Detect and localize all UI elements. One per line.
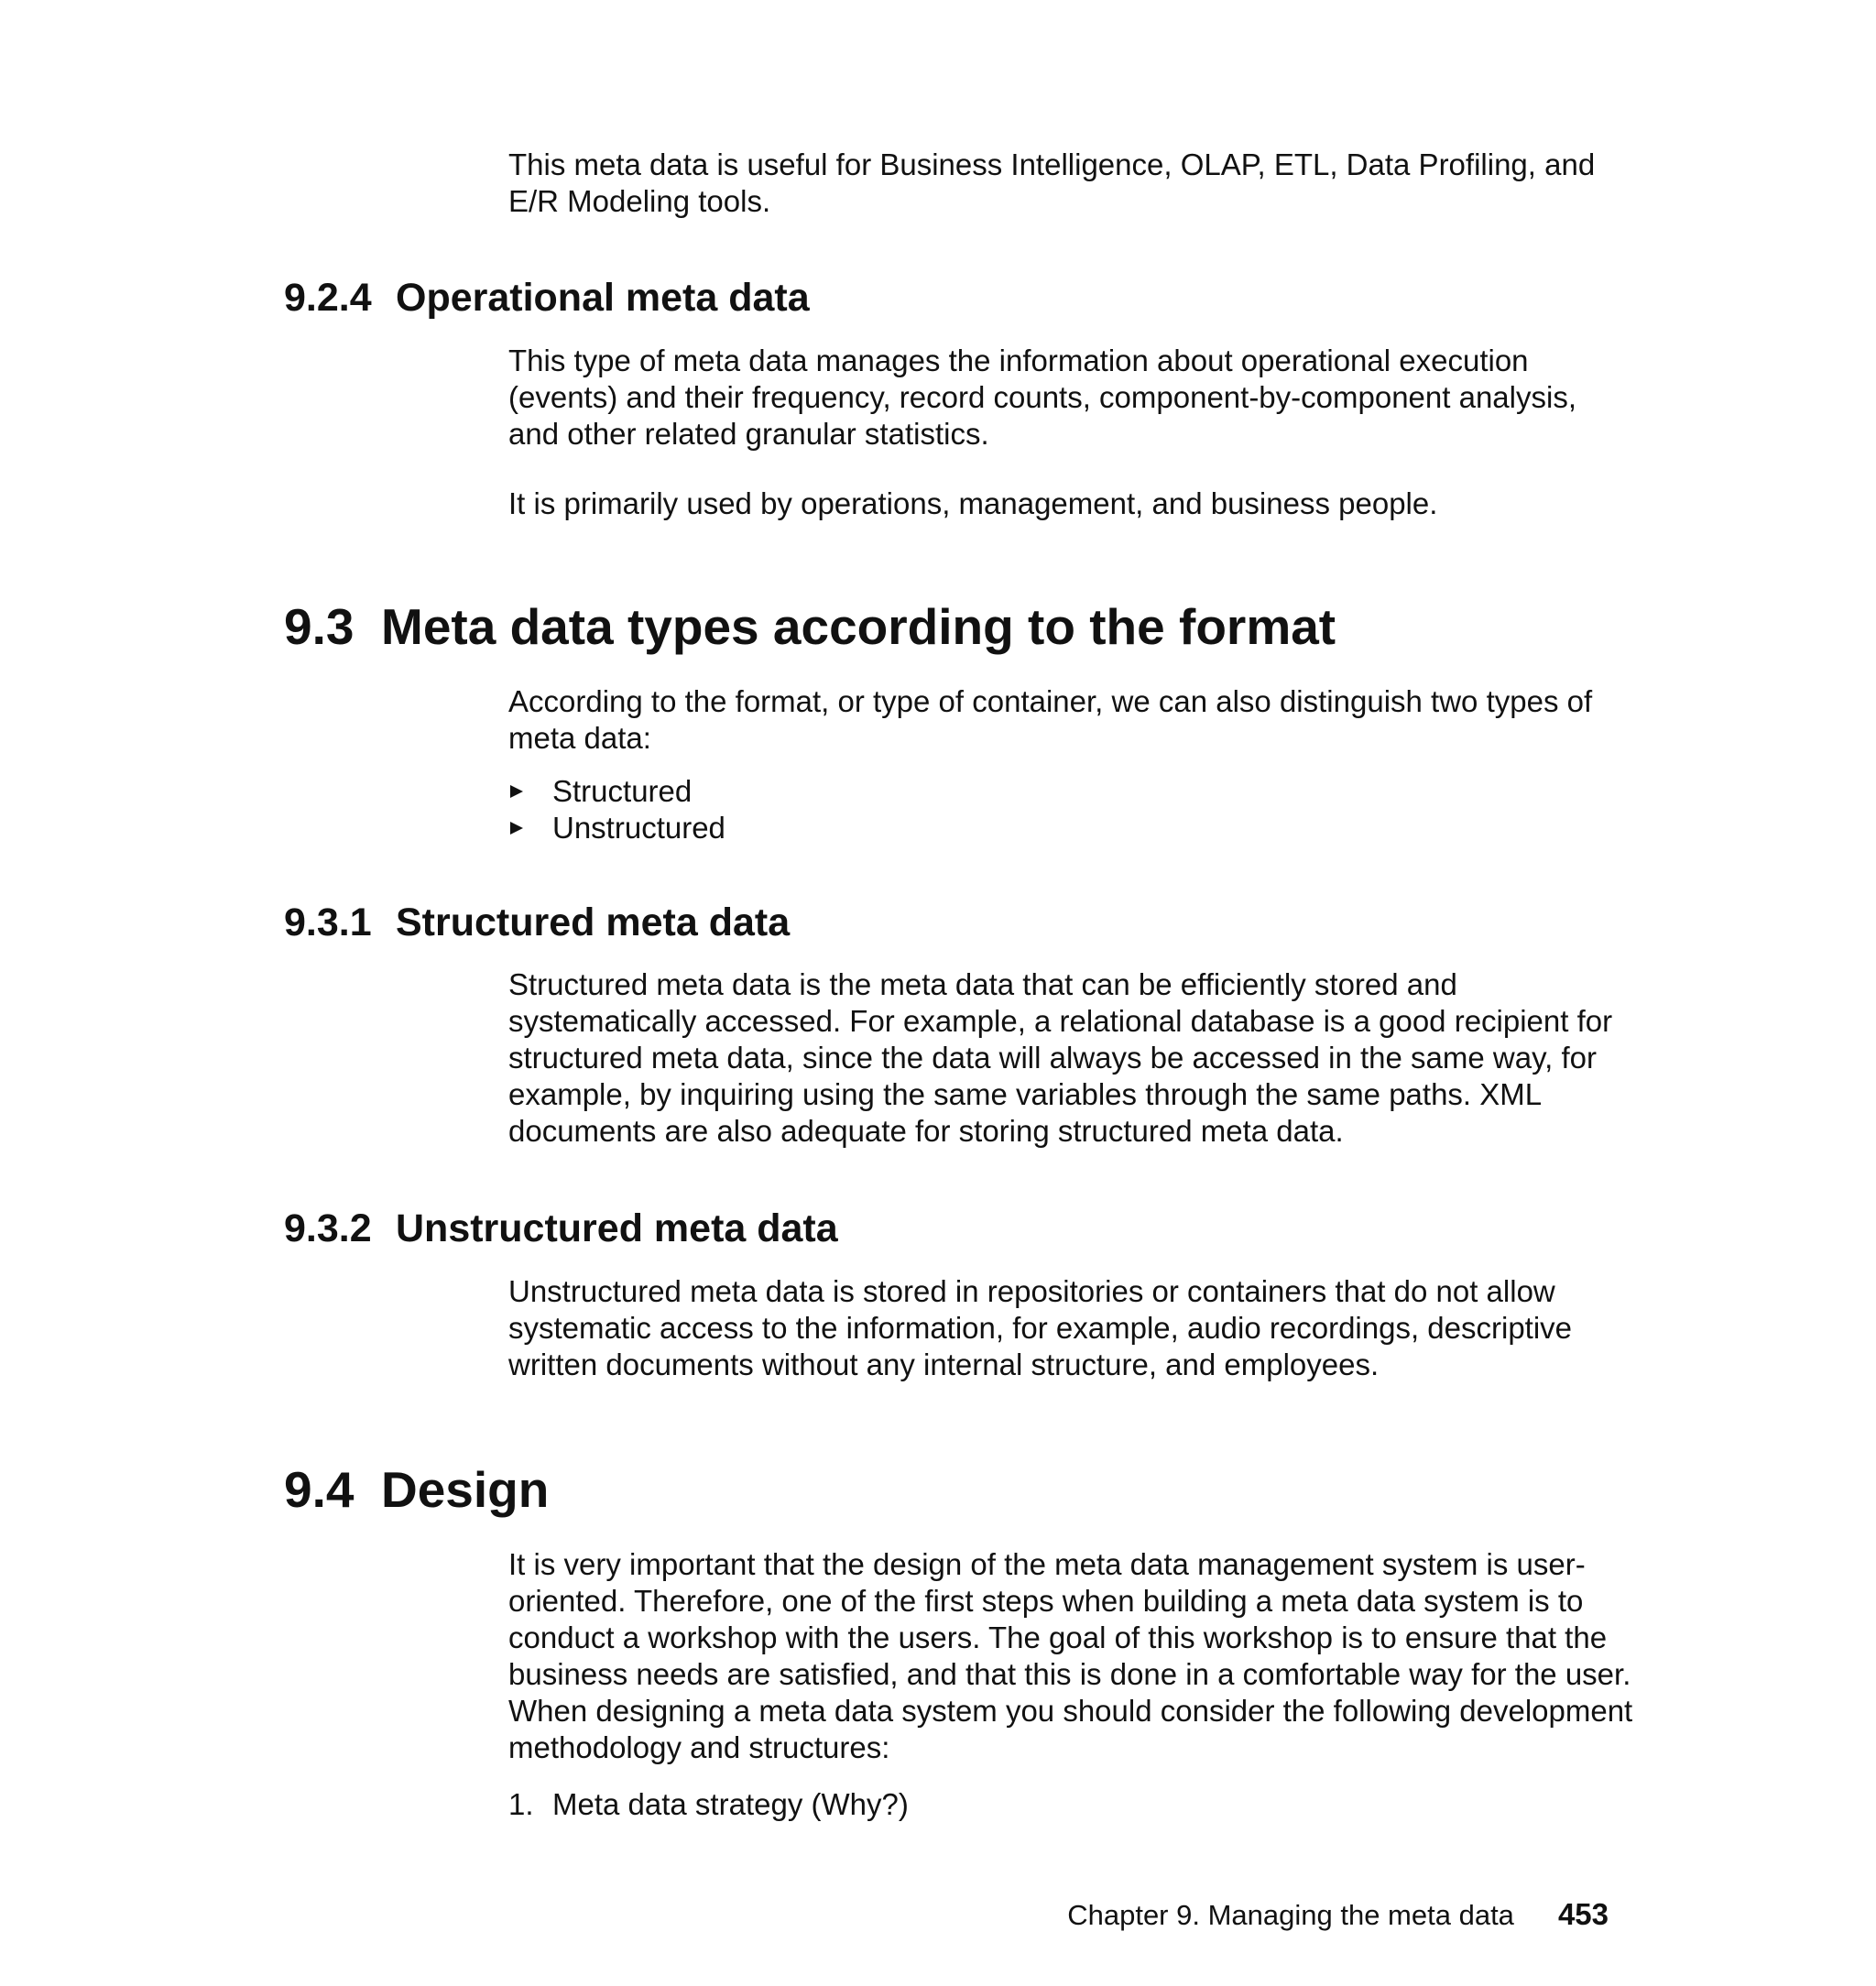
- format-paragraph: According to the format, or type of container, we can also distinguish two types of meta data:: [508, 684, 1593, 755]
- footer-chapter-title: Chapter 9. Managing the meta data: [1067, 1899, 1514, 1931]
- triangle-bullet-icon: [510, 785, 523, 798]
- section-title: Meta data types according to the format: [381, 598, 1336, 655]
- section-title: Unstructured meta data: [396, 1206, 838, 1250]
- list-item-text: Structured: [552, 774, 693, 808]
- section-heading-9-3-2: [284, 1206, 838, 1251]
- section-title: Structured meta data: [396, 900, 791, 944]
- list-item: [508, 773, 1635, 810]
- section-number: 9.4: [284, 1461, 354, 1518]
- structured-paragraph: Structured meta data is the meta data that can be efficiently stored and systematically accessed. For example, a relational database is a good recipient for structured meta data, since the data will always be accessed in the same way, for example, by inquiring using the same variables through the same paths. XML documents are also adequate for storing structured meta data.: [508, 967, 1613, 1148]
- list-item-number: 1.: [508, 1787, 534, 1821]
- section-number: 9.2.4: [284, 276, 372, 320]
- section-heading-9-2-4: [284, 275, 810, 321]
- section-heading-9-4: [284, 1460, 549, 1519]
- section-title: Design: [381, 1461, 550, 1518]
- intro-paragraph: This meta data is useful for Business Intelligence, OLAP, ETL, Data Profiling, and E/R Modeling tools.: [508, 147, 1596, 218]
- list-item: [508, 1786, 1635, 1823]
- design-step-list: [508, 1786, 1635, 1823]
- operational-paragraph-1: This type of meta data manages the information about operational execution (events) and their frequency, record counts, component-by-component analysis, and other related granular statistics.: [508, 344, 1576, 451]
- triangle-bullet-icon: [510, 822, 523, 835]
- format-bullet-list: [508, 773, 1635, 846]
- unstructured-paragraph: Unstructured meta data is stored in repositories or containers that do not allow systematic access to the information, for example, audio recordings, descriptive written documents without any internal structure, and employees.: [508, 1274, 1573, 1381]
- list-item-text: Unstructured: [552, 811, 725, 845]
- section-number: 9.3.1: [284, 900, 372, 944]
- section-number: 9.3: [284, 598, 354, 655]
- section-heading-9-3: [284, 597, 1336, 656]
- section-heading-9-3-1: [284, 900, 790, 945]
- operational-paragraph-2: It is primarily used by operations, management, and business people.: [508, 486, 1438, 520]
- design-paragraph: It is very important that the design of the meta data management system is user-oriented. Therefore, one of the first steps when building a meta data system is to conduct a workshop with the users. The goal of this workshop is to ensure that the business needs are satisfied, and that this is done in a comfortable way for the user. When designing a meta data system you should consider the following development methodology and structures:: [508, 1547, 1633, 1764]
- list-item-text: Meta data strategy (Why?): [552, 1787, 909, 1821]
- page-footer: [1067, 1896, 1609, 1934]
- section-title: Operational meta data: [396, 276, 810, 320]
- section-number: 9.3.2: [284, 1206, 372, 1250]
- page-number: 453: [1557, 1897, 1609, 1931]
- list-item: [508, 810, 1635, 846]
